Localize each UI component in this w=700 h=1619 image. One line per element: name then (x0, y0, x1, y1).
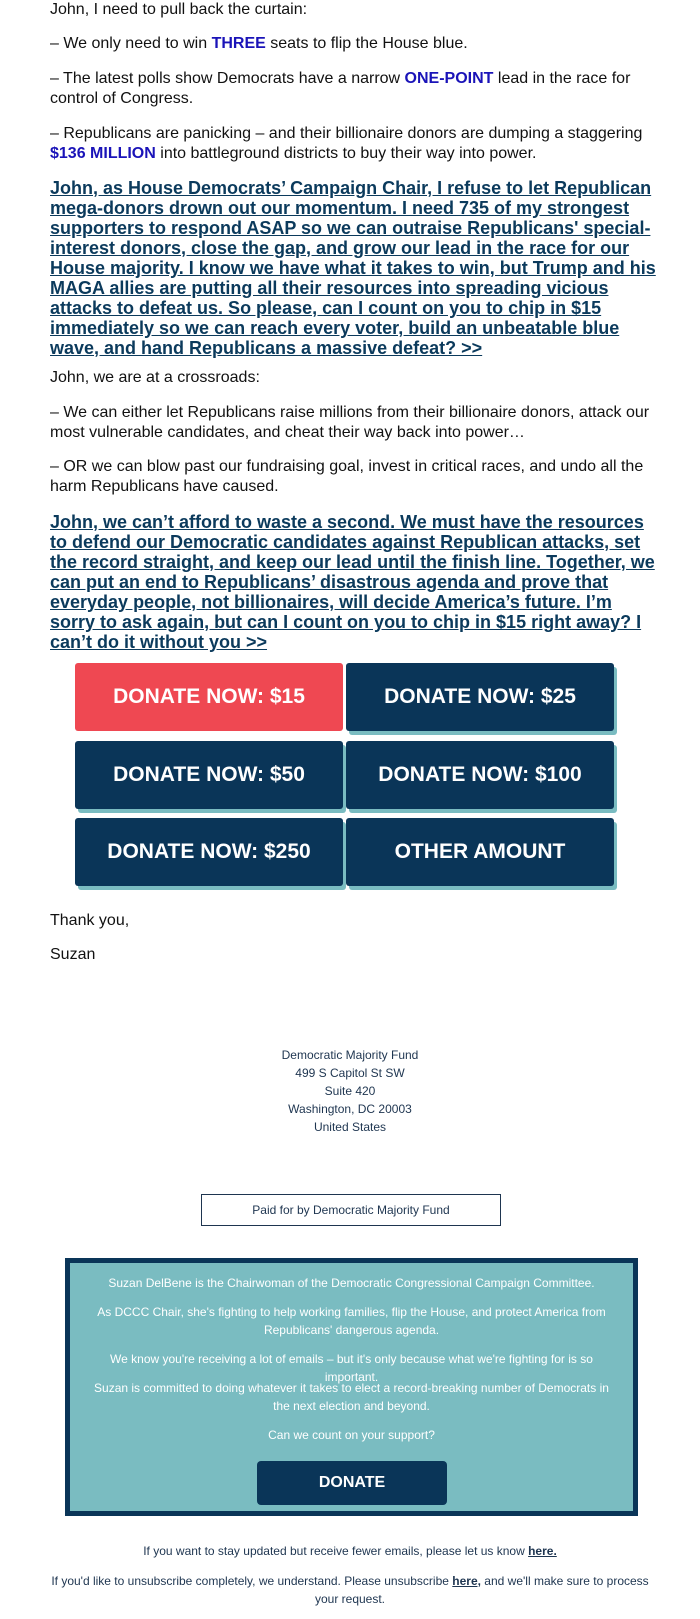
donors-pre: – Republicans are panicking – and their billionaire donors are dumping a staggering (50, 125, 643, 142)
seats-pre: – We only need to win (50, 35, 212, 52)
intro-text: John, I need to pull back the curtain: (50, 1, 308, 18)
org-name: Democratic Majority Fund (281, 1048, 419, 1062)
fewer-emails-text: If you want to stay updated but receive fewer emails, please let us know (143, 1544, 529, 1558)
donate-50-button[interactable]: DONATE NOW: $50 (75, 741, 343, 809)
bio-line-2: As DCCC Chair, she's fighting to help working families, flip the House, and protect America from Republicans' dangerous agenda. (97, 1305, 606, 1337)
unsubscribe-link[interactable]: here, (452, 1574, 481, 1588)
fewer-emails-link[interactable]: here. (528, 1544, 557, 1558)
seats-post: seats to flip the House blue. (265, 35, 468, 52)
cta-link-1[interactable]: John, as House Democrats’ Campaign Chair, I refuse to let Republican mega-donors drown out our momentum. I need 735 of my strongest supporters to respond ASAP so we can outraise Republicans' special-interest donors, close the gap, and grow our lead in the race for our House majority. I know we have what it takes to win, but Trump and his MAGA allies are putting all their resources into spreading vicious attacks to defeat us. So please, can I count on you to chip in $15 immediately so we can reach every voter, build an unbeatable blue wave, and hand Republicans a massive defeat? >> (50, 178, 656, 358)
org-country: United States (313, 1120, 387, 1134)
donors-post: into battleground districts to buy their way into power. (155, 145, 537, 162)
seats-paragraph (50, 34, 660, 54)
bio-line-5: Can we count on your support? (268, 1428, 435, 1442)
or-paragraph: – OR we can blow past our fundraising goal, invest in critical races, and undo all the harm Republicans have caused. (50, 458, 644, 495)
unsubscribe-post: and we'll make sure to process your request. (314, 1574, 649, 1606)
crossroads-paragraph: John, we are at a crossroads: (50, 369, 260, 386)
org-city: Washington, DC 20003 (288, 1102, 412, 1116)
bio-line-3: We know you're receiving a lot of emails – but it's only because what we're fighting for is so important. (110, 1352, 593, 1384)
donate-15-button[interactable]: DONATE NOW: $15 (75, 663, 343, 731)
donate-25-button[interactable]: DONATE NOW: $25 (346, 663, 614, 731)
polls-pre: – The latest polls show Democrats have a narrow (50, 70, 405, 87)
bio-line-4: Suzan is committed to doing whatever it takes to elect a record-breaking number of Democrats in the next election and beyond. (94, 1381, 609, 1413)
polls-paragraph (50, 69, 660, 109)
donors-paragraph (50, 124, 660, 164)
bio-line-1: Suzan DelBene is the Chairwoman of the Democratic Congressional Campaign Committee. (108, 1276, 595, 1290)
bio-box (65, 1258, 638, 1516)
bio-donate-button[interactable]: DONATE (257, 1461, 447, 1505)
unsubscribe-text: If you'd like to unsubscribe completely, we understand. Please unsubscribe (51, 1574, 453, 1588)
donate-100-button[interactable]: DONATE NOW: $100 (346, 741, 614, 809)
cta-link-2[interactable]: John, we can’t afford to waste a second. We must have the resources to defend our Democratic candidates against Republican attacks, set the record straight, and keep our lead until the finish line. Together, we can put an end to Republicans’ disastrous agenda and prove that everyday people, not billionaires, will decide America’s future. I’m sorry to ask again, but can I count on you to chip in $15 right away? I can’t do it without you >> (50, 512, 655, 652)
seats-highlight: THREE (211, 35, 266, 52)
other-amount-button[interactable]: OTHER AMOUNT (346, 818, 614, 886)
signoff-thanks: Thank you, (50, 912, 130, 929)
org-street: 499 S Capitol St SW (295, 1066, 405, 1080)
fewer-emails-notice (50, 1542, 650, 1560)
paid-for-disclaimer: Paid for by Democratic Majority Fund (201, 1194, 501, 1226)
signoff-name: Suzan (50, 946, 96, 963)
intro-line (50, 0, 660, 20)
unsubscribe-notice (50, 1572, 650, 1608)
donors-highlight: $136 MILLION (50, 145, 156, 162)
org-suite: Suite 420 (324, 1084, 376, 1098)
either-paragraph: – We can either let Republicans raise millions from their billionaire donors, attack our most vulnerable candidates, and cheat their way back into power… (50, 404, 650, 441)
polls-post: lead in the race for control of Congress. (50, 70, 631, 107)
polls-highlight: ONE-POINT (404, 70, 494, 87)
donate-250-button[interactable]: DONATE NOW: $250 (75, 818, 343, 886)
